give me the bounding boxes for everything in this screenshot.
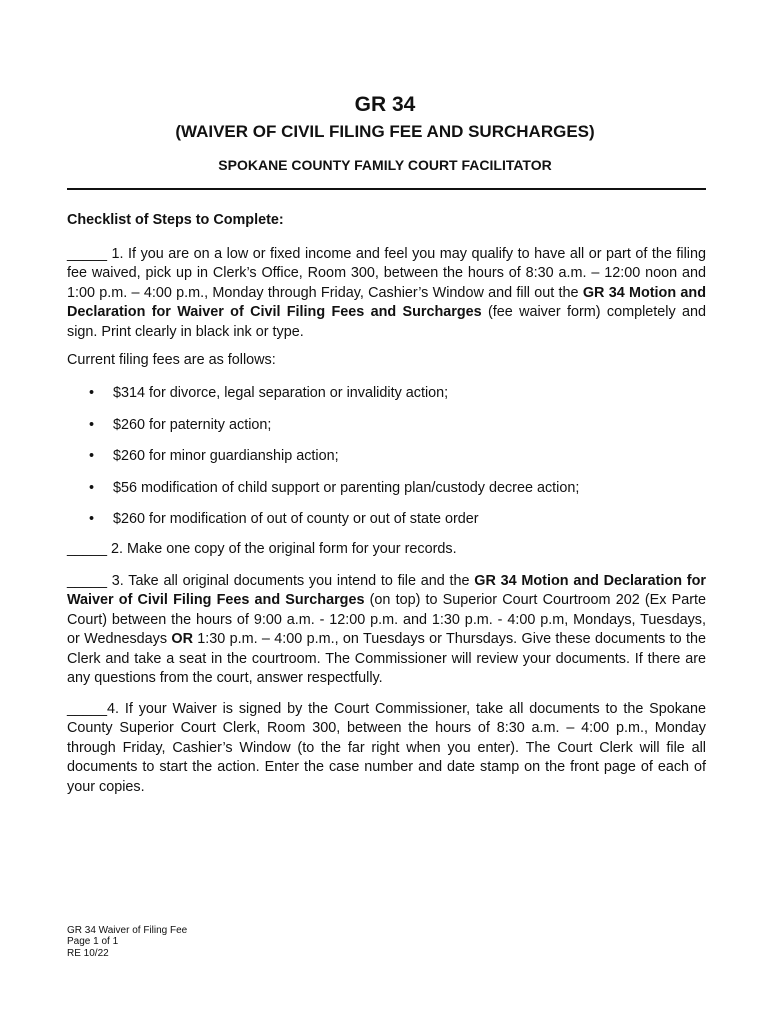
checklist-heading: Checklist of Steps to Complete: xyxy=(67,212,284,228)
step-3-blank: _____ xyxy=(67,573,108,589)
step-1-text-a: 1. If you are on a low or fixed income and feel you may qualify to have all or part of the filing fee waived, pick up in Clerk’s Office, Room 300, between the hours of 8:30 a.m. – 12:00 noon and 1:00 p.m. – 4:00 p.m., Monday through Friday, Cashier’s Window and fill out the xyxy=(67,246,706,301)
step-3-text-c: 1:30 p.m. – 4:00 p.m., on Tuesdays or Thursdays. Give these documents to the Clerk and take a seat in the courtroom. The Commissioner will review your documents. If there are any questions from the court, answer respectfully. xyxy=(67,631,706,687)
fee-list xyxy=(88,384,698,542)
footer-form-name: GR 34 Waiver of Filing Fee xyxy=(67,925,188,936)
bullet-icon: • xyxy=(89,511,95,528)
footer-revision: RE 10/22 xyxy=(67,947,109,959)
step-3-text-b: (on top) to Superior Court Courtroom 202 (Ex Parte Court) between the hours of 9:00 a.m. - 12:00 p.m. and 1:30 p.m. - 4:00 p.m, Mondays, Tuesdays, or Wednesdays xyxy=(67,592,706,648)
step-2-text: 2. Make one copy of the original form for your records. xyxy=(107,541,457,557)
fee-item-text: $260 for paternity action; xyxy=(113,416,272,433)
fee-item-text: $56 modification of child support or parenting plan/custody decree action; xyxy=(113,479,580,496)
fee-item xyxy=(88,510,698,542)
step-2-blank: _____ xyxy=(67,541,108,557)
document-title: GR 34 xyxy=(354,93,416,116)
fees-intro: Current filing fees are as follows: xyxy=(67,352,276,368)
fee-item-text: $260 for modification of out of county or out of state order xyxy=(113,511,479,528)
bullet-icon: • xyxy=(89,479,95,496)
step-2-paragraph xyxy=(67,540,706,559)
step-3-paragraph xyxy=(67,572,706,688)
step-1-paragraph xyxy=(67,245,706,342)
fee-item-text: $314 for divorce, legal separation or invalidity action; xyxy=(113,385,449,401)
bullet-icon: • xyxy=(89,448,95,465)
step-4-text: 4. If your Waiver is signed by the Court Commissioner, take all documents to the Spokane County Superior Court Clerk, Room 300, between the hours of 8:30 a.m. – 4:00 p.m., Monday through Friday, Cashier’s Window (to the far right when you enter). The Court Clerk will file all documents to start the action. Enter the case number and date stamp on the front page of each of your copies. xyxy=(67,701,706,795)
step-1-blank: _____ xyxy=(67,246,108,262)
office-name: SPOKANE COUNTY FAMILY COURT FACILITATOR xyxy=(218,157,552,173)
step-4-blank: _____ xyxy=(67,701,108,717)
bullet-icon: • xyxy=(89,416,95,433)
step-1-form-name: GR 34 Motion and Declaration for Waiver of Civil Filing Fees and Surcharges xyxy=(67,284,706,321)
document-subtitle: (WAIVER OF CIVIL FILING FEE AND SURCHARGES) xyxy=(175,122,595,141)
step-4-paragraph xyxy=(67,700,706,797)
step-1-text-b: (fee waiver form) completely and sign. Print clearly in black ink or type. xyxy=(67,304,706,340)
page-footer xyxy=(67,925,187,959)
fee-item xyxy=(88,447,698,479)
step-3-text-a: 3. Take all original documents you intend to file and the xyxy=(107,573,475,589)
bullet-icon: • xyxy=(89,385,95,401)
fee-item xyxy=(88,479,698,511)
fee-item-text: $260 for minor guardianship action; xyxy=(113,448,339,465)
fee-item xyxy=(88,384,698,416)
step-3-form-name: GR 34 Motion and Declaration for Waiver of Civil Filing Fees and Surcharges xyxy=(67,573,706,609)
step-3-or: OR xyxy=(171,631,193,648)
fee-item xyxy=(88,416,698,448)
header-divider xyxy=(67,188,706,190)
footer-page-number: Page 1 of 1 xyxy=(67,936,119,948)
